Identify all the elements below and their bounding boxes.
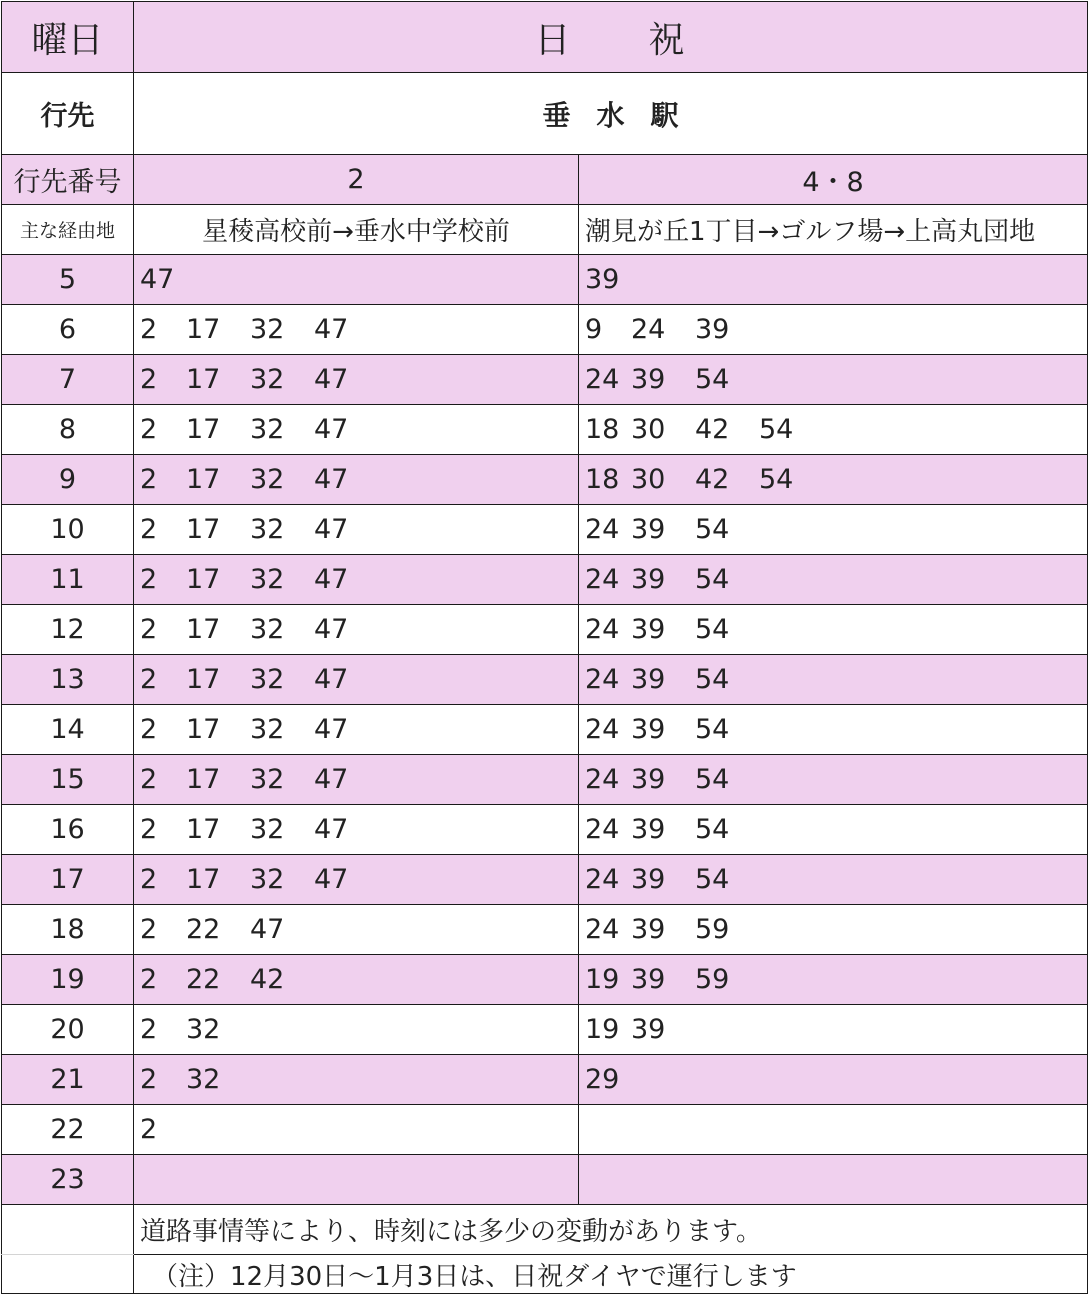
minute-value: 59 <box>695 964 730 995</box>
minute-value: 2 <box>140 464 158 495</box>
route-b-minutes <box>579 1155 1088 1205</box>
minute-value: 39 <box>631 864 666 895</box>
route-a-minutes <box>134 705 579 755</box>
minute-value: 54 <box>695 514 730 545</box>
destination-label: 行先 <box>2 73 134 155</box>
minute-value: 17 <box>186 414 221 445</box>
route-b-minutes <box>579 305 1088 355</box>
minute-value: 39 <box>631 664 666 695</box>
table-row <box>2 955 1088 1005</box>
route-a-minutes <box>134 355 579 405</box>
minute-value: 39 <box>695 314 730 345</box>
minute-value: 2 <box>140 964 158 995</box>
route-number-row <box>2 155 1088 205</box>
minute-value: 24 <box>585 614 620 645</box>
minute-value: 39 <box>631 764 666 795</box>
table-row <box>2 705 1088 755</box>
hour-cell: 15 <box>2 755 134 805</box>
minute-value: 47 <box>314 714 349 745</box>
minute-value: 22 <box>186 914 221 945</box>
hour-cell: 16 <box>2 805 134 855</box>
hour-cell: 8 <box>2 405 134 455</box>
day-row <box>2 2 1088 73</box>
minute-value: 32 <box>186 1014 221 1045</box>
minute-value: 17 <box>186 364 221 395</box>
hour-cell: 23 <box>2 1155 134 1205</box>
minute-value: 24 <box>585 714 620 745</box>
note-line-2: （注）12月30日～1月3日は、日祝ダイヤで運行します <box>134 1255 1088 1294</box>
table-row <box>2 305 1088 355</box>
minute-value: 32 <box>250 314 285 345</box>
hour-cell: 11 <box>2 555 134 605</box>
table-row <box>2 805 1088 855</box>
hour-cell: 14 <box>2 705 134 755</box>
route-a-minutes <box>134 505 579 555</box>
minute-value: 47 <box>314 614 349 645</box>
hour-cell: 9 <box>2 455 134 505</box>
minute-value: 47 <box>314 664 349 695</box>
minute-value: 19 <box>585 964 620 995</box>
hour-cell: 7 <box>2 355 134 405</box>
minute-value: 39 <box>631 564 666 595</box>
minute-value: 32 <box>250 814 285 845</box>
minute-value: 17 <box>186 614 221 645</box>
route-a-minutes <box>134 1005 579 1055</box>
minute-value: 17 <box>186 314 221 345</box>
route-b-minutes <box>579 905 1088 955</box>
minute-value: 30 <box>631 414 666 445</box>
hour-cell: 18 <box>2 905 134 955</box>
minute-value: 24 <box>585 514 620 545</box>
minute-value: 32 <box>250 414 285 445</box>
route-b-minutes <box>579 1005 1088 1055</box>
hour-cell: 6 <box>2 305 134 355</box>
minute-value: 39 <box>631 714 666 745</box>
table-row <box>2 1005 1088 1055</box>
table-row <box>2 355 1088 405</box>
minute-value: 22 <box>186 964 221 995</box>
table-row <box>2 1155 1088 1205</box>
minute-value: 47 <box>314 764 349 795</box>
minute-value: 32 <box>250 364 285 395</box>
minute-value: 32 <box>250 464 285 495</box>
minute-value: 42 <box>250 964 285 995</box>
hour-cell: 10 <box>2 505 134 555</box>
note-blank <box>2 1205 134 1255</box>
route-a-minutes <box>134 1155 579 1205</box>
route-a-minutes <box>134 955 579 1005</box>
minute-value: 39 <box>631 964 666 995</box>
table-row <box>2 555 1088 605</box>
destination-value: 垂水駅 <box>134 73 1088 155</box>
minute-value: 47 <box>140 264 175 295</box>
table-row <box>2 1105 1088 1155</box>
note-row <box>2 1205 1088 1255</box>
minute-value: 39 <box>631 514 666 545</box>
minute-value: 32 <box>250 764 285 795</box>
route-a-minutes <box>134 905 579 955</box>
minute-value: 17 <box>186 464 221 495</box>
minute-value: 24 <box>585 664 620 695</box>
minute-value: 2 <box>140 364 158 395</box>
minute-value: 42 <box>695 464 730 495</box>
hour-cell: 20 <box>2 1005 134 1055</box>
destination-row <box>2 73 1088 155</box>
route-b-minutes <box>579 755 1088 805</box>
minute-value: 47 <box>250 914 285 945</box>
table-row <box>2 855 1088 905</box>
minute-value: 17 <box>186 814 221 845</box>
minute-value: 54 <box>695 814 730 845</box>
minute-value: 9 <box>585 314 603 345</box>
minute-value: 24 <box>631 314 666 345</box>
minute-value: 54 <box>695 664 730 695</box>
minute-value: 17 <box>186 714 221 745</box>
via-label: 主な経由地 <box>2 205 134 255</box>
minute-value: 24 <box>585 914 620 945</box>
minute-value: 2 <box>140 314 158 345</box>
route-a-via: 星稜高校前→垂水中学校前 <box>134 205 579 255</box>
day-label: 曜日 <box>2 2 134 73</box>
note-line-1: 道路事情等により、時刻には多少の変動があります。 <box>134 1205 1088 1255</box>
minute-value: 2 <box>140 1114 158 1145</box>
minute-value: 47 <box>314 464 349 495</box>
minute-value: 42 <box>695 414 730 445</box>
minute-value: 2 <box>140 1014 158 1045</box>
minute-value: 24 <box>585 564 620 595</box>
minute-value: 2 <box>140 564 158 595</box>
minute-value: 32 <box>250 714 285 745</box>
route-b-minutes <box>579 1055 1088 1105</box>
route-a-minutes <box>134 405 579 455</box>
route-b-via: 潮見が丘1丁目→ゴルフ場→上高丸団地 <box>579 205 1088 255</box>
route-number-label: 行先番号 <box>2 155 134 205</box>
route-b-minutes <box>579 855 1088 905</box>
minute-value: 17 <box>186 664 221 695</box>
minute-value: 24 <box>585 364 620 395</box>
minute-value: 2 <box>140 764 158 795</box>
minute-value: 2 <box>140 1064 158 1095</box>
route-b-minutes <box>579 705 1088 755</box>
route-b-minutes <box>579 505 1088 555</box>
table-row <box>2 605 1088 655</box>
day-value: 日 祝 <box>134 2 1088 73</box>
hour-cell: 12 <box>2 605 134 655</box>
hour-cell: 17 <box>2 855 134 905</box>
minute-value: 2 <box>140 614 158 645</box>
minute-value: 2 <box>140 714 158 745</box>
route-b-minutes <box>579 955 1088 1005</box>
minute-value: 54 <box>695 614 730 645</box>
route-a-minutes <box>134 455 579 505</box>
minute-value: 29 <box>585 1064 620 1095</box>
minute-value: 24 <box>585 864 620 895</box>
minute-value: 47 <box>314 414 349 445</box>
route-b-minutes <box>579 455 1088 505</box>
route-b-minutes <box>579 605 1088 655</box>
hour-cell: 22 <box>2 1105 134 1155</box>
minute-value: 54 <box>695 564 730 595</box>
table-row <box>2 255 1088 305</box>
minute-value: 2 <box>140 914 158 945</box>
route-b-minutes <box>579 655 1088 705</box>
via-row <box>2 205 1088 255</box>
route-a-minutes <box>134 555 579 605</box>
minute-value: 17 <box>186 564 221 595</box>
route-a-minutes <box>134 305 579 355</box>
minute-value: 32 <box>250 864 285 895</box>
minute-value: 19 <box>585 1014 620 1045</box>
route-a-minutes <box>134 605 579 655</box>
minute-value: 54 <box>695 364 730 395</box>
route-b-number: 4・8 <box>579 155 1088 205</box>
minute-value: 18 <box>585 464 620 495</box>
minute-value: 2 <box>140 814 158 845</box>
minute-value: 17 <box>186 764 221 795</box>
minute-value: 2 <box>140 664 158 695</box>
table-row <box>2 1055 1088 1105</box>
minute-value: 32 <box>250 614 285 645</box>
route-b-minutes <box>579 805 1088 855</box>
table-row <box>2 655 1088 705</box>
minute-value: 47 <box>314 314 349 345</box>
route-a-minutes <box>134 805 579 855</box>
hour-cell: 21 <box>2 1055 134 1105</box>
minute-value: 17 <box>186 514 221 545</box>
minute-value: 47 <box>314 864 349 895</box>
minute-value: 47 <box>314 364 349 395</box>
route-a-minutes <box>134 855 579 905</box>
route-b-minutes <box>579 1105 1088 1155</box>
hour-cell: 19 <box>2 955 134 1005</box>
minute-value: 39 <box>631 814 666 845</box>
minute-value: 54 <box>695 764 730 795</box>
minute-value: 39 <box>585 264 620 295</box>
minute-value: 32 <box>250 514 285 545</box>
route-b-minutes <box>579 255 1088 305</box>
route-a-minutes <box>134 755 579 805</box>
route-a-minutes <box>134 255 579 305</box>
minute-value: 59 <box>695 914 730 945</box>
minute-value: 54 <box>695 864 730 895</box>
hour-cell: 5 <box>2 255 134 305</box>
minute-value: 39 <box>631 364 666 395</box>
table-row <box>2 755 1088 805</box>
table-row <box>2 405 1088 455</box>
route-a-minutes <box>134 1105 579 1155</box>
note-blank <box>2 1255 134 1294</box>
hour-cell: 13 <box>2 655 134 705</box>
route-b-minutes <box>579 405 1088 455</box>
route-a-minutes <box>134 1055 579 1105</box>
minute-value: 54 <box>695 714 730 745</box>
table-row <box>2 905 1088 955</box>
note-row <box>2 1255 1088 1294</box>
minute-value: 17 <box>186 864 221 895</box>
route-b-minutes <box>579 355 1088 405</box>
route-a-minutes <box>134 655 579 705</box>
minute-value: 32 <box>250 564 285 595</box>
route-b-minutes <box>579 555 1088 605</box>
minute-value: 32 <box>250 664 285 695</box>
route-a-number: 2 <box>134 155 579 205</box>
minute-value: 32 <box>186 1064 221 1095</box>
minute-value: 54 <box>759 414 794 445</box>
minute-value: 47 <box>314 564 349 595</box>
minute-value: 54 <box>759 464 794 495</box>
minute-value: 2 <box>140 514 158 545</box>
minute-value: 30 <box>631 464 666 495</box>
minute-value: 24 <box>585 814 620 845</box>
minute-value: 2 <box>140 414 158 445</box>
timetable <box>1 1 1088 1294</box>
minute-value: 2 <box>140 864 158 895</box>
table-row <box>2 505 1088 555</box>
minute-value: 39 <box>631 914 666 945</box>
minute-value: 47 <box>314 514 349 545</box>
minute-value: 39 <box>631 1014 666 1045</box>
minute-value: 18 <box>585 414 620 445</box>
minute-value: 39 <box>631 614 666 645</box>
table-row <box>2 455 1088 505</box>
minute-value: 24 <box>585 764 620 795</box>
minute-value: 47 <box>314 814 349 845</box>
